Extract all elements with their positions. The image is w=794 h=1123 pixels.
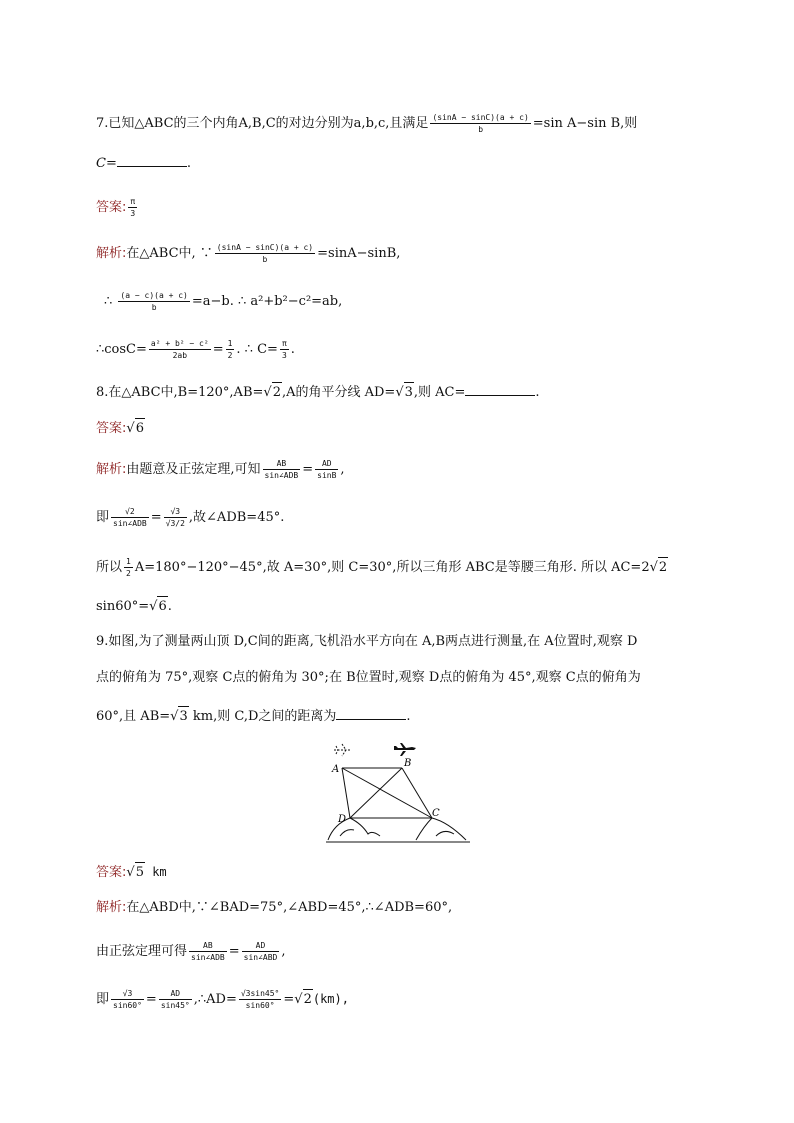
plane-icon [394, 743, 416, 756]
q9-answer-blank [336, 707, 406, 720]
point-label-d: D [338, 814, 347, 825]
mountain-icon [326, 818, 470, 842]
plane-icon [334, 744, 350, 756]
answer-label: 答案: [96, 865, 127, 880]
q7-solution-3: ∴cosC= $\frac{\text{a² + b² − c²}}{2ab}$ = $\frac{1}{2}$ . ∴ C= $\frac{\pi}{3}$ . [96, 339, 295, 360]
q9-stem-3: 60°,且 AB=√3 km,则 C,D之间的距离为 . [96, 706, 411, 727]
q7-answer-fraction: $\frac{\pi}{3}$ [130, 197, 136, 218]
q8-solution-4: sin60°=√6. [96, 596, 172, 617]
q9-stem-1: 9.如图,为了测量两山顶 D,C间的距离,飞机沿水平方向在 A,B两点进行测量,在 A位置时,观察 D [96, 634, 638, 649]
q8-solution-1: 解析:由题意及正弦定理,可知 AB sin∠ADB = $\frac{AD}{\sin B}$ , [96, 459, 345, 480]
q7-stem: 7.已知△ABC的三个内角A,B,C的对边分别为a,b,c,且满足 $\frac{(\sin A - \sin C)(a + c)}{b}$ =sin A−sin B,则 [96, 113, 638, 134]
solution-label: 解析: [96, 900, 127, 915]
q8-answer-blank [465, 383, 535, 396]
q7-stem-text: 7.已知△ABC的三个内角A,B,C的对边分别为a,b,c,且满足 [96, 116, 429, 131]
point-label-a: A [332, 764, 340, 775]
q7-stem-fraction: $\frac{(\sin A - \sin C)(a + c)}{b}$ [432, 113, 529, 134]
q7-answer [96, 196, 139, 219]
solution-label: 解析: [96, 462, 127, 477]
q9-answer: 答案:√5 km [96, 862, 167, 883]
q8-answer: 答案:√6 [96, 418, 145, 439]
q9-figure [324, 738, 474, 846]
q7-solution-1: 解析:在△ABC中, ∵ $\frac{(\sin A - \sin C)(a + c)}{b}$ =sinA−sinB, [96, 243, 401, 264]
q9-solution-1: 解析:在△ABD中,∵∠BAD=75°,∠ABD=45°,∴∠ADB=60°, [96, 900, 453, 915]
q9-stem-2: 点的俯角为 75°,观察 C点的俯角为 30°;在 B位置时,观察 D点的俯角为 45°,观察 C点的俯角为 [96, 670, 641, 685]
q8-stem: 8.在△ABC中,B=120°,AB=√2,A的角平分线 AD=√3,则 AC= . [96, 382, 540, 403]
q7-answer-blank [117, 154, 187, 167]
q9-solution-3: 即 $\frac{√3}{\sin 60^\circ}$ = $\frac{AD}{\sin 45^\circ}$ ,∴AD= $\frac{√3\sin 45^\circ}{\sin 60^\circ}$ =√2(km), [96, 989, 349, 1010]
answer-label: 答案: [96, 421, 127, 436]
solution-label: 解析: [96, 246, 127, 261]
q9-solution-2: 由正弦定理可得 AB sin∠ADB = AD sin∠ABD , [96, 941, 286, 962]
point-label-b: B [404, 758, 412, 769]
q7-stem-line2: C= . [96, 156, 191, 171]
q8-solution-3: 所以 $\frac{1}{2}$ A=180°−120°−45°,故 A=30°,则 C=30°,所以三角形 ABC是等腰三角形. 所以 AC=2√2 [96, 557, 668, 578]
q7-solution-2: ∴ $\frac{(a - c)(a + c)}{b}$ =a−b. ∴ a²+b²−c²=ab, [104, 291, 343, 312]
answer-label: 答案: [96, 200, 127, 215]
q8-solution-2: 即 √2 sin∠ADB = $\frac{√3}{√3/2}$ ,故∠ADB=45°. [96, 507, 285, 528]
point-label-c: C [432, 808, 440, 819]
